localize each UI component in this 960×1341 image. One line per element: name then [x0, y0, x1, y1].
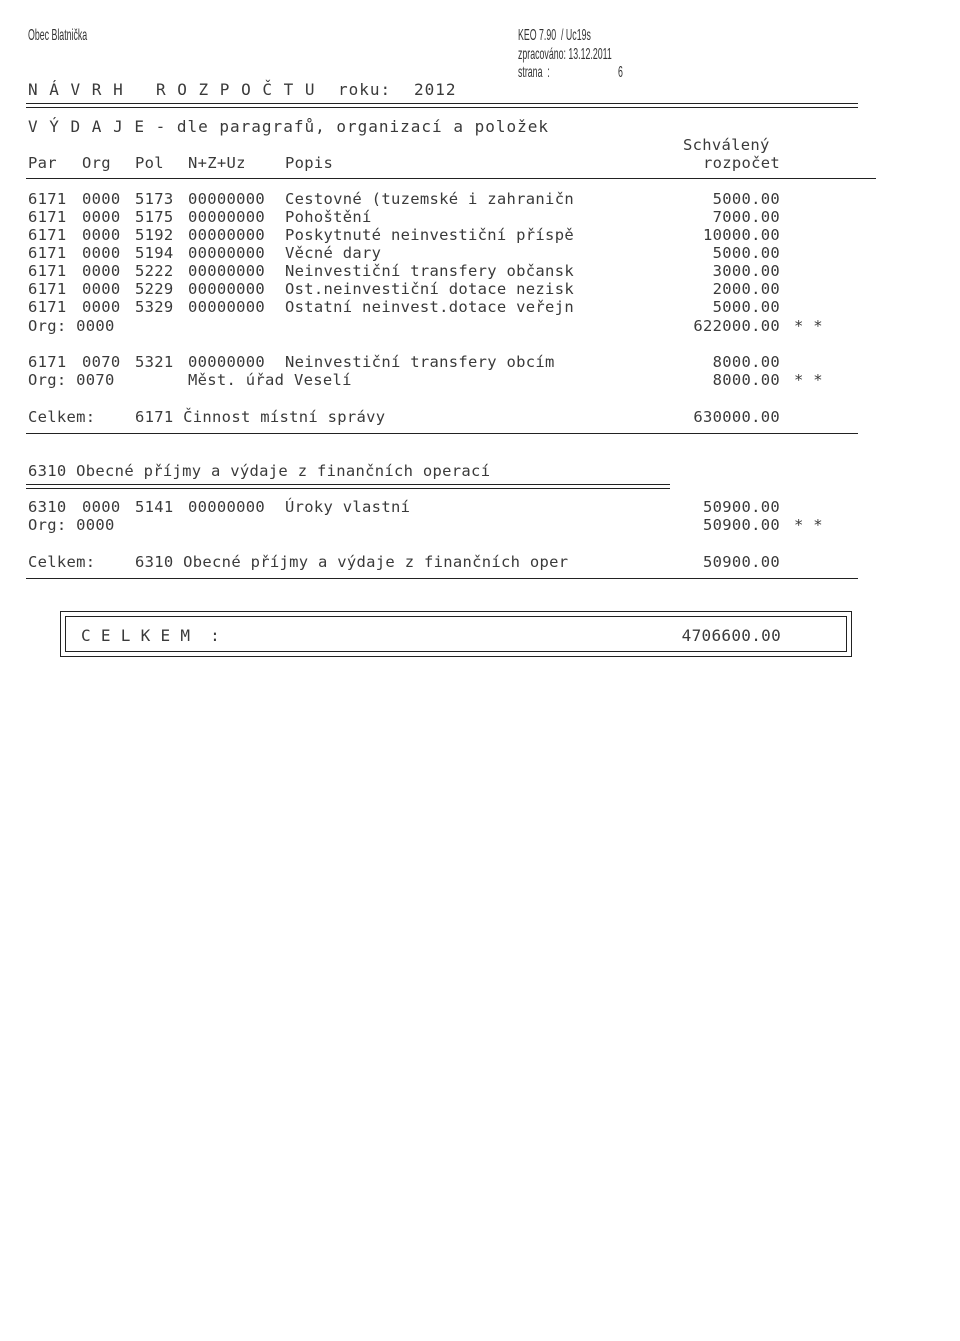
table-row	[28, 190, 858, 208]
cell-popis: Ostatní neinvest.dotace veřejn	[285, 298, 574, 316]
table-row	[28, 244, 858, 262]
org-subtotal-label: Org: 0000	[28, 516, 115, 534]
grand-total-box	[60, 611, 852, 657]
cell-nzu: 00000000	[188, 498, 266, 516]
column-header-approved-bottom: rozpočet	[702, 154, 780, 172]
cell-popis: Pohoštění	[285, 208, 372, 226]
paragraph-heading-divider-bottom	[26, 488, 670, 489]
paragraph-total-description: 6171 Činnost místní správy	[135, 408, 386, 426]
column-headers	[28, 154, 858, 172]
org-subtotal-row	[28, 516, 858, 534]
cell-org: 0000	[82, 498, 121, 516]
column-header-popis: Popis	[285, 154, 334, 172]
org-subtotal-stars: * *	[794, 516, 823, 534]
paragraph-heading-divider-top	[26, 484, 670, 485]
paragraph-total-label: Celkem:	[28, 408, 96, 426]
table-row	[28, 280, 858, 298]
paragraph-total-amount: 630000.00	[693, 408, 780, 426]
document-title-navrh: N Á V R H	[28, 80, 124, 99]
org-subtotal-label: Org: 0000	[28, 317, 115, 335]
page-label: strana :	[518, 64, 550, 81]
cell-nzu: 00000000	[188, 226, 266, 244]
cell-org: 0000	[82, 208, 121, 226]
grand-total-amount: 4706600.00	[681, 626, 781, 645]
cell-amount: 5000.00	[712, 298, 780, 316]
cell-amount: 10000.00	[702, 226, 780, 244]
cell-popis: Věcné dary	[285, 244, 382, 262]
cell-org: 0000	[82, 190, 121, 208]
cell-popis: Neinvestiční transfery občansk	[285, 262, 574, 280]
org-subtotal-row	[28, 371, 858, 389]
table-row	[28, 262, 858, 280]
cell-par: 6171	[28, 280, 67, 298]
document-year: 2012	[414, 80, 457, 99]
org-subtotal-amount: 50900.00	[702, 516, 780, 534]
cell-pol: 5192	[135, 226, 174, 244]
section-title: V Ý D A J E - dle paragrafů, organizací a položek	[28, 117, 550, 136]
paragraph-total-description: 6310 Obecné příjmy a výdaje z finančních oper	[135, 553, 569, 571]
org-subtotal-stars: * *	[794, 317, 823, 335]
cell-par: 6171	[28, 208, 67, 226]
table-row	[28, 353, 858, 371]
column-header-divider	[26, 178, 876, 179]
cell-nzu: 00000000	[188, 298, 266, 316]
paragraph-total-row	[28, 408, 858, 426]
cell-par: 6171	[28, 226, 67, 244]
cell-amount: 8000.00	[712, 353, 780, 371]
cell-nzu: 00000000	[188, 190, 266, 208]
document-year-label: roku:	[338, 80, 392, 99]
cell-par: 6310	[28, 498, 67, 516]
cell-pol: 5173	[135, 190, 174, 208]
cell-amount: 50900.00	[702, 498, 780, 516]
table-row	[28, 226, 858, 244]
paragraph-total-divider	[26, 433, 858, 434]
cell-nzu: 00000000	[188, 280, 266, 298]
paragraph-total-label: Celkem:	[28, 553, 96, 571]
cell-nzu: 00000000	[188, 262, 266, 280]
cell-org: 0000	[82, 298, 121, 316]
cell-org: 0000	[82, 226, 121, 244]
cell-popis: Ost.neinvestiční dotace nezisk	[285, 280, 574, 298]
cell-par: 6171	[28, 262, 67, 280]
header-divider-top	[26, 103, 858, 104]
grand-total-label: C E L K E M :	[81, 626, 221, 645]
cell-popis: Úroky vlastní	[285, 498, 411, 516]
cell-amount: 3000.00	[712, 262, 780, 280]
cell-pol: 5321	[135, 353, 174, 371]
org-subtotal-amount: 8000.00	[712, 371, 780, 389]
cell-amount: 5000.00	[712, 244, 780, 262]
program-version: KEO 7.90 / Uc19s	[518, 27, 591, 44]
cell-org: 0000	[82, 262, 121, 280]
cell-pol: 5222	[135, 262, 174, 280]
org-subtotal-row	[28, 317, 858, 335]
cell-par: 6171	[28, 244, 67, 262]
column-header-approved-top: Schválený	[683, 136, 770, 154]
cell-par: 6171	[28, 298, 67, 316]
cell-pol: 5194	[135, 244, 174, 262]
cell-nzu: 00000000	[188, 353, 266, 371]
org-subtotal-amount: 622000.00	[693, 317, 780, 335]
paragraph-heading: 6310 Obecné příjmy a výdaje z finančních operací	[28, 462, 491, 480]
organization-name: Obec Blatnička	[28, 27, 88, 44]
cell-org: 0070	[82, 353, 121, 371]
column-header-nzu: N+Z+Uz	[188, 154, 246, 172]
document-title-rozpoctu: R O Z P O Č T U	[156, 80, 316, 99]
cell-pol: 5175	[135, 208, 174, 226]
column-header-org: Org	[82, 154, 111, 172]
cell-org: 0000	[82, 244, 121, 262]
header-divider-bottom	[26, 107, 858, 108]
org-subtotal-label: Org: 0070	[28, 371, 115, 389]
paragraph-total-divider	[26, 578, 858, 579]
cell-popis: Cestovné (tuzemské i zahraničn	[285, 190, 574, 208]
org-subtotal-name: Měst. úřad Veselí	[188, 371, 352, 389]
paragraph-total-row	[28, 553, 858, 571]
table-row	[28, 208, 858, 226]
cell-nzu: 00000000	[188, 244, 266, 262]
cell-par: 6171	[28, 353, 67, 371]
page-number: 6	[618, 64, 623, 81]
cell-popis: Poskytnuté neinvestiční příspě	[285, 226, 574, 244]
column-header-pol: Pol	[135, 154, 164, 172]
cell-pol: 5141	[135, 498, 174, 516]
cell-par: 6171	[28, 190, 67, 208]
cell-amount: 7000.00	[712, 208, 780, 226]
cell-org: 0000	[82, 280, 121, 298]
paragraph-total-amount: 50900.00	[702, 553, 780, 571]
cell-nzu: 00000000	[188, 208, 266, 226]
table-row	[28, 298, 858, 316]
cell-pol: 5329	[135, 298, 174, 316]
processed-date: zpracováno: 13.12.2011	[518, 46, 612, 63]
cell-popis: Neinvestiční transfery obcím	[285, 353, 555, 371]
cell-amount: 5000.00	[712, 190, 780, 208]
cell-amount: 2000.00	[712, 280, 780, 298]
table-row	[28, 498, 858, 516]
org-subtotal-stars: * *	[794, 371, 823, 389]
column-header-par: Par	[28, 154, 57, 172]
cell-pol: 5229	[135, 280, 174, 298]
